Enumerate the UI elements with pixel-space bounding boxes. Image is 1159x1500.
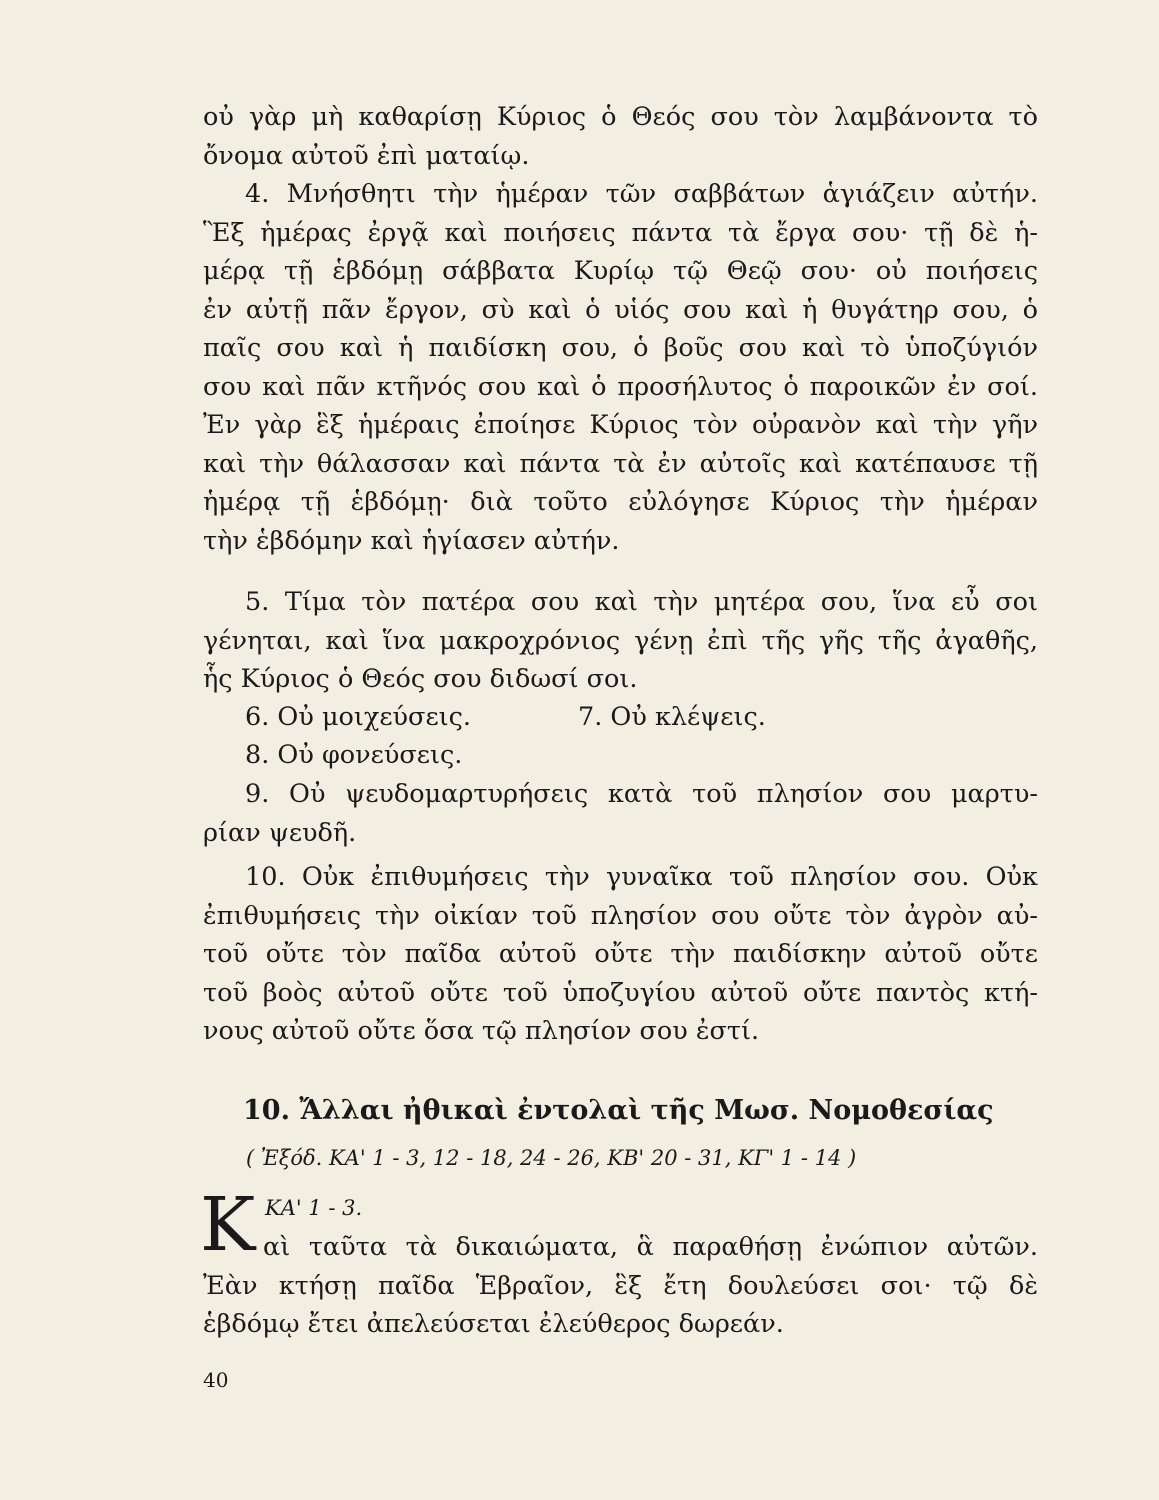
section-heading: 10. Ἄλλαι ἠθικαὶ ἐντολαὶ τῆς Μωσ. Νομοθεσίας: [243, 1095, 994, 1126]
text-line: σου καὶ πᾶν κτῆνός σου καὶ ὁ προσήλυτος ὁ παροικῶν ἐν σοί.: [203, 371, 1038, 402]
commandment-6: 6. Οὐ μοιχεύσεις.: [245, 702, 472, 732]
commandments-6-7: [203, 698, 1038, 737]
text-line: τοῦ οὔτε τὸν παῖδα αὐτοῦ οὔτε τὴν παιδίσκην αὐτοῦ οὔτε: [203, 939, 1038, 969]
text-line: ἡμέρᾳ τῇ ἑβδόμῃ· διὰ τοῦτο εὐλόγησε Κύριος τὴν ἡμέραν: [203, 487, 1038, 517]
commandment-7: 7. Οὐ κλέψεις.: [578, 702, 766, 732]
chapter-text: [203, 1228, 1038, 1344]
text-line: Ἐὰν κτήσῃ παῖδα Ἑβραῖον, ἓξ ἔτη δουλεύσει σοι· τῷ δὲ: [203, 1270, 1038, 1301]
text-line: 9. Οὐ ψευδομαρτυρήσεις κατὰ τοῦ πλησίον σου μαρτυ-: [245, 779, 1038, 809]
text-line: ἐπιθυμήσεις τὴν οἰκίαν τοῦ πλησίον σου οὔτε τὸν ἀγρὸν αὐ-: [203, 900, 1038, 931]
text-line: αὶ ταῦτα τὰ δικαιώματα, ἃ παραθήσῃ ἐνώπιον αὐτῶν.: [263, 1232, 1038, 1262]
text-line: οὐ γὰρ μὴ καθαρίσῃ Κύριος ὁ Θεός σου τὸν λαμβάνοντα τὸ: [203, 102, 1038, 132]
text-line: παῖς σου καὶ ἡ παιδίσκη σου, ὁ βοῦς σου καὶ τὸ ὑποζύγιόν: [203, 333, 1038, 363]
text-line: 5. Τίμα τὸν πατέρα σου καὶ τὴν μητέρα σου, ἵνα εὖ σοι: [245, 587, 1038, 617]
page-number: 40: [203, 1368, 229, 1392]
commandment-9: [203, 775, 1038, 852]
text-line: τὴν ἑβδόμην καὶ ἡγίασεν αὐτήν.: [203, 525, 620, 556]
section-reference: ( Ἐξόδ. ΚΑ' 1 - 3, 12 - 18, 24 - 26, ΚΒ' 20 - 31, ΚΓ' 1 - 14 ): [246, 1146, 857, 1170]
text-line: 10. Οὐκ ἐπιθυμήσεις τὴν γυναῖκα τοῦ πλησίον σου. Οὐκ: [245, 862, 1038, 892]
body-text-top: [203, 98, 1038, 175]
drop-cap: Κ: [200, 1182, 256, 1268]
text-line: Ἐν γὰρ ἓξ ἡμέραις ἐποίησε Κύριος τὸν οὐρανὸν καὶ τὴν γῆν: [203, 410, 1038, 440]
commandment-8: 8. Οὐ φονεύσεις.: [245, 740, 463, 770]
text-line: νους αὐτοῦ οὔτε ὅσα τῷ πλησίον σου ἐστί.: [203, 1016, 760, 1046]
text-line: τοῦ βοὸς αὐτοῦ οὔτε τοῦ ὑποζυγίου αὐτοῦ οὔτε παντὸς κτή-: [203, 977, 1038, 1008]
text-line: ρίαν ψευδῆ.: [203, 817, 357, 848]
commandment-5: [203, 583, 1038, 699]
commandment-10: [203, 858, 1038, 1051]
chapter-reference: ΚΑ' 1 - 3.: [265, 1196, 363, 1220]
text-line: ὄνομα αὐτοῦ ἐπὶ ματαίῳ.: [203, 140, 530, 171]
text-line: ἑβδόμῳ ἔτει ἀπελεύσεται ἐλεύθερος δωρεάν.: [203, 1309, 784, 1339]
text-line: ἧς Κύριος ὁ Θεός σου διδωσί σοι.: [203, 664, 638, 694]
text-line: ἐν αὐτῇ πᾶν ἔργον, σὺ καὶ ὁ υἱός σου καὶ ἡ θυγάτηρ σου, ὁ: [203, 294, 1038, 325]
text-line: καὶ τὴν θάλασσαν καὶ πάντα τὰ ἐν αὐτοῖς καὶ κατέπαυσε τῇ: [203, 448, 1038, 479]
text-line: μέρᾳ τῇ ἑβδόμῃ σάββατα Κυρίῳ τῷ Θεῷ σου· οὐ ποιήσεις: [203, 256, 1038, 286]
text-line: Ἓξ ἡμέρας ἐργᾷ καὶ ποιήσεις πάντα τὰ ἔργα σου· τῇ δὲ ἡ-: [203, 217, 1038, 248]
commandment-8-block: [203, 736, 1038, 775]
text-line: 4. Μνήσθητι τὴν ἡμέραν τῶν σαββάτων ἁγιάζειν αὐτήν.: [245, 179, 1038, 209]
commandment-4: [203, 175, 1038, 560]
text-line: γένηται, καὶ ἵνα μακροχρόνιος γένῃ ἐπὶ τῆς γῆς τῆς ἀγαθῆς,: [203, 625, 1038, 656]
